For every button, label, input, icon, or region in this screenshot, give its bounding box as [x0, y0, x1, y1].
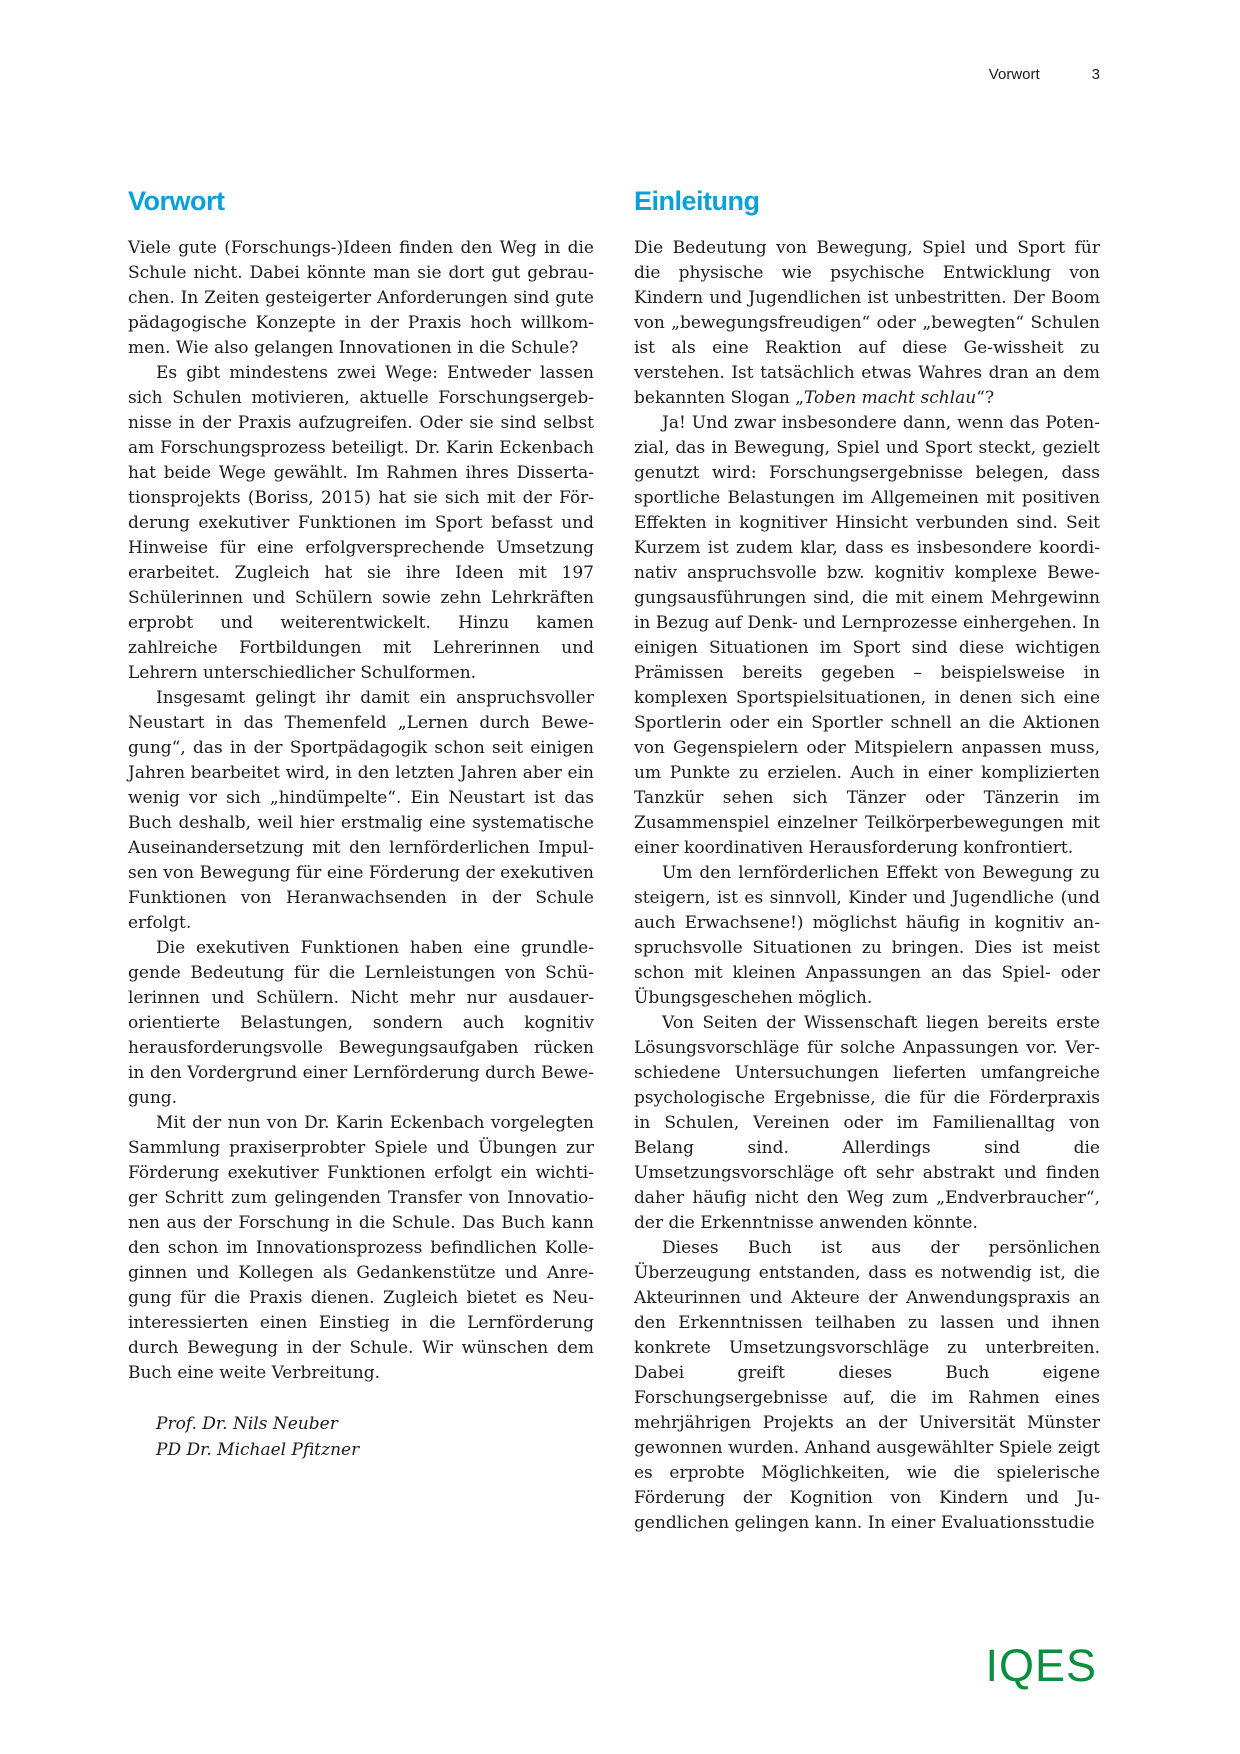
vorwort-paragraph-1: Viele gute (Forschungs-)Ideen finden den Weg in die Schule nicht. Dabei könnte man sie dort gut gebrauchen. In Zeiten gesteigerter Anforderungen sind gute pädagogische Konzepte in der Praxis hoch willkommen. Wie also gelangen Innovationen in die Schule?	[128, 238, 594, 358]
vorwort-paragraph-5: Mit der nun von Dr. Karin Eckenbach vorgelegten Sammlung praxiserprobter Spiele und Übungen zur Förderung exekutiver Funktionen erfolgt ein wichtiger Schritt zum gelingenden Transfer von Innovationen aus der Forschung in die Schule. Das Buch kann den schon im Innovationsprozess befindlichen Kolleginnen und Kollegen als Gedankenstütze und Anregung für die Praxis dienen. Zugleich bietet es Neuinteressierten einen Einstieg in die Lernförderung durch Bewegung in der Schule. Wir wünschen dem Buch eine weite Verbreitung.	[128, 1113, 594, 1383]
signature-block	[128, 1411, 594, 1463]
running-head	[0, 66, 1100, 83]
einleitung-paragraph-3: Um den lernförderlichen Effekt von Bewegung zu steigern, ist es sinnvoll, Kinder und Jugendliche (und auch Erwachsene!) möglichst häufig in kognitiv anspruchsvolle Situationen zu bringen. Dies ist meist schon mit kleinen Anpassungen an das Spiel- oder Übungsgeschehen möglich.	[634, 863, 1100, 1008]
left-column-vorwort	[128, 186, 594, 1536]
einleitung-paragraph-1-post: “?	[976, 388, 995, 408]
vorwort-paragraph-3: Insgesamt gelingt ihr damit ein anspruchsvoller Neustart in das Themenfeld „Lernen durch Bewegung“, das in der Sportpädagogik schon seit einigen Jahren bearbeitet wird, in den letzten Jahren aber ein wenig vor sich „hindümpelte“. Ein Neustart ist das Buch deshalb, weil hier erstmalig eine systematische Auseinandersetzung mit den lernförderlichen Impulsen von Bewegung für eine Förderung der exekutiven Funktionen von Heranwachsenden in der Schule erfolgt.	[128, 688, 594, 933]
einleitung-paragraph-4: Von Seiten der Wissenschaft liegen bereits erste Lösungsvorschläge für solche Anpassungen vor. Verschiedene Untersuchungen lieferten umfangreiche psychologische Ergebnisse, die für die Förderpraxis in Schulen, Vereinen oder im Familienalltag von Belang sind. Allerdings sind die Umsetzungsvorschläge oft sehr abstrakt und finden daher häufig nicht den Weg zum „Endverbraucher“, der die Erkenntnisse anwenden könnte.	[634, 1013, 1100, 1233]
running-head-page-number: 3	[1091, 66, 1100, 83]
running-head-section-label: Vorwort	[988, 66, 1040, 83]
vorwort-paragraph-4: Die exekutiven Funktionen haben eine grundlegende Bedeutung für die Lernleistungen von Schülerinnen und Schülern. Nicht mehr nur ausdauerorientierte Belastungen, sondern auch kognitiv herausforderungsvolle Bewegungsaufgaben rücken in den Vordergrund einer Lernförderung durch Bewegung.	[128, 938, 594, 1108]
einleitung-heading: Einleitung	[634, 186, 760, 216]
einleitung-paragraph-1-pre: Die Bedeutung von Bewegung, Spiel und Sport für die physische wie psychische Entwicklung von Kindern und Jugendlichen ist unbestritten. Der Boom von „bewegungsfreudigen“ oder „bewegten“ Schulen ist als eine Reaktion auf diese Ge-wissheit zu verstehen. Ist tatsächlich etwas Wahres dran an dem bekannten Slogan „	[634, 238, 1100, 408]
signature-line-1: Prof. Dr. Nils Neuber	[156, 1414, 338, 1434]
two-column-content	[128, 186, 1100, 1536]
signature-line-2: PD Dr. Michael Pfitzner	[156, 1440, 360, 1460]
right-column-einleitung	[634, 186, 1100, 1536]
iqes-logo: IQES	[985, 1640, 1097, 1691]
vorwort-heading: Vorwort	[128, 186, 225, 216]
einleitung-paragraph-1	[634, 236, 1100, 411]
vorwort-paragraph-2: Es gibt mindestens zwei Wege: Entweder lassen sich Schulen motivieren, aktuelle Forschungsergebnisse in der Praxis aufzugreifen. Oder sie sind selbst am Forschungsprozess beteiligt. Dr. Karin Eckenbach hat beide Wege gewählt. Im Rahmen ihres Dissertationsprojekts (Boriss, 2015) hat sie sich mit der Förderung exekutiver Funktionen im Sport befasst und Hinweise für eine erfolgversprechende Umsetzung erarbeitet. Zugleich hat sie ihre Ideen mit 197 Schülerinnen und Schülern sowie zehn Lehrkräften erprobt und weiterentwickelt. Hinzu kamen zahlreiche Fortbildungen mit Lehrerinnen und Lehrern unterschiedlicher Schulformen.	[128, 363, 594, 683]
einleitung-paragraph-5: Dieses Buch ist aus der persönlichen Überzeugung entstanden, dass es notwendig ist, die Akteurinnen und Akteure der Anwendungspraxis an den Erkenntnissen teilhaben zu lassen und ihnen konkrete Umsetzungsvorschläge zu unterbreiten. Dabei greift dieses Buch eigene Forschungsergebnisse auf, die im Rahmen eines mehrjährigen Projekts an der Universität Münster gewonnen wurden. Anhand ausgewählter Spiele zeigt es erprobte Möglichkeiten, wie die spielerische Förderung der Kognition von Kindern und Jugendlichen gelingen kann. In einer Evaluationsstudie	[634, 1238, 1100, 1533]
einleitung-paragraph-2: Ja! Und zwar insbesondere dann, wenn das Potenzial, das in Bewegung, Spiel und Sport steckt, gezielt genutzt wird: Forschungsergebnisse belegen, dass sportliche Belastungen im Allgemeinen mit positiven Effekten in kognitiver Hinsicht verbunden sind. Seit Kurzem ist zudem klar, dass es insbesondere koordinativ anspruchsvolle bzw. kognitiv komplexe Bewegungsausführungen sind, die mit einem Mehrgewinn in Bezug auf Denk- und Lernprozesse einhergehen. In einigen Situationen im Sport sind diese wichtigen Prämissen bereits gegeben – beispielsweise in komplexen Sportspielsituationen, in denen sich eine Sportlerin oder ein Sportler schnell an die Aktionen von Gegenspielern oder Mitspielern anpassen muss, um Punkte zu erzielen. Auch in einer komplizierten Tanzkür sehen sich Tänzer oder Tänzerin im Zusammenspiel einzelner Teilkörperbewegungen mit einer koordinativen Herausforderung konfrontiert.	[634, 413, 1100, 858]
einleitung-paragraph-1-italic: Toben macht schlau	[804, 388, 977, 408]
